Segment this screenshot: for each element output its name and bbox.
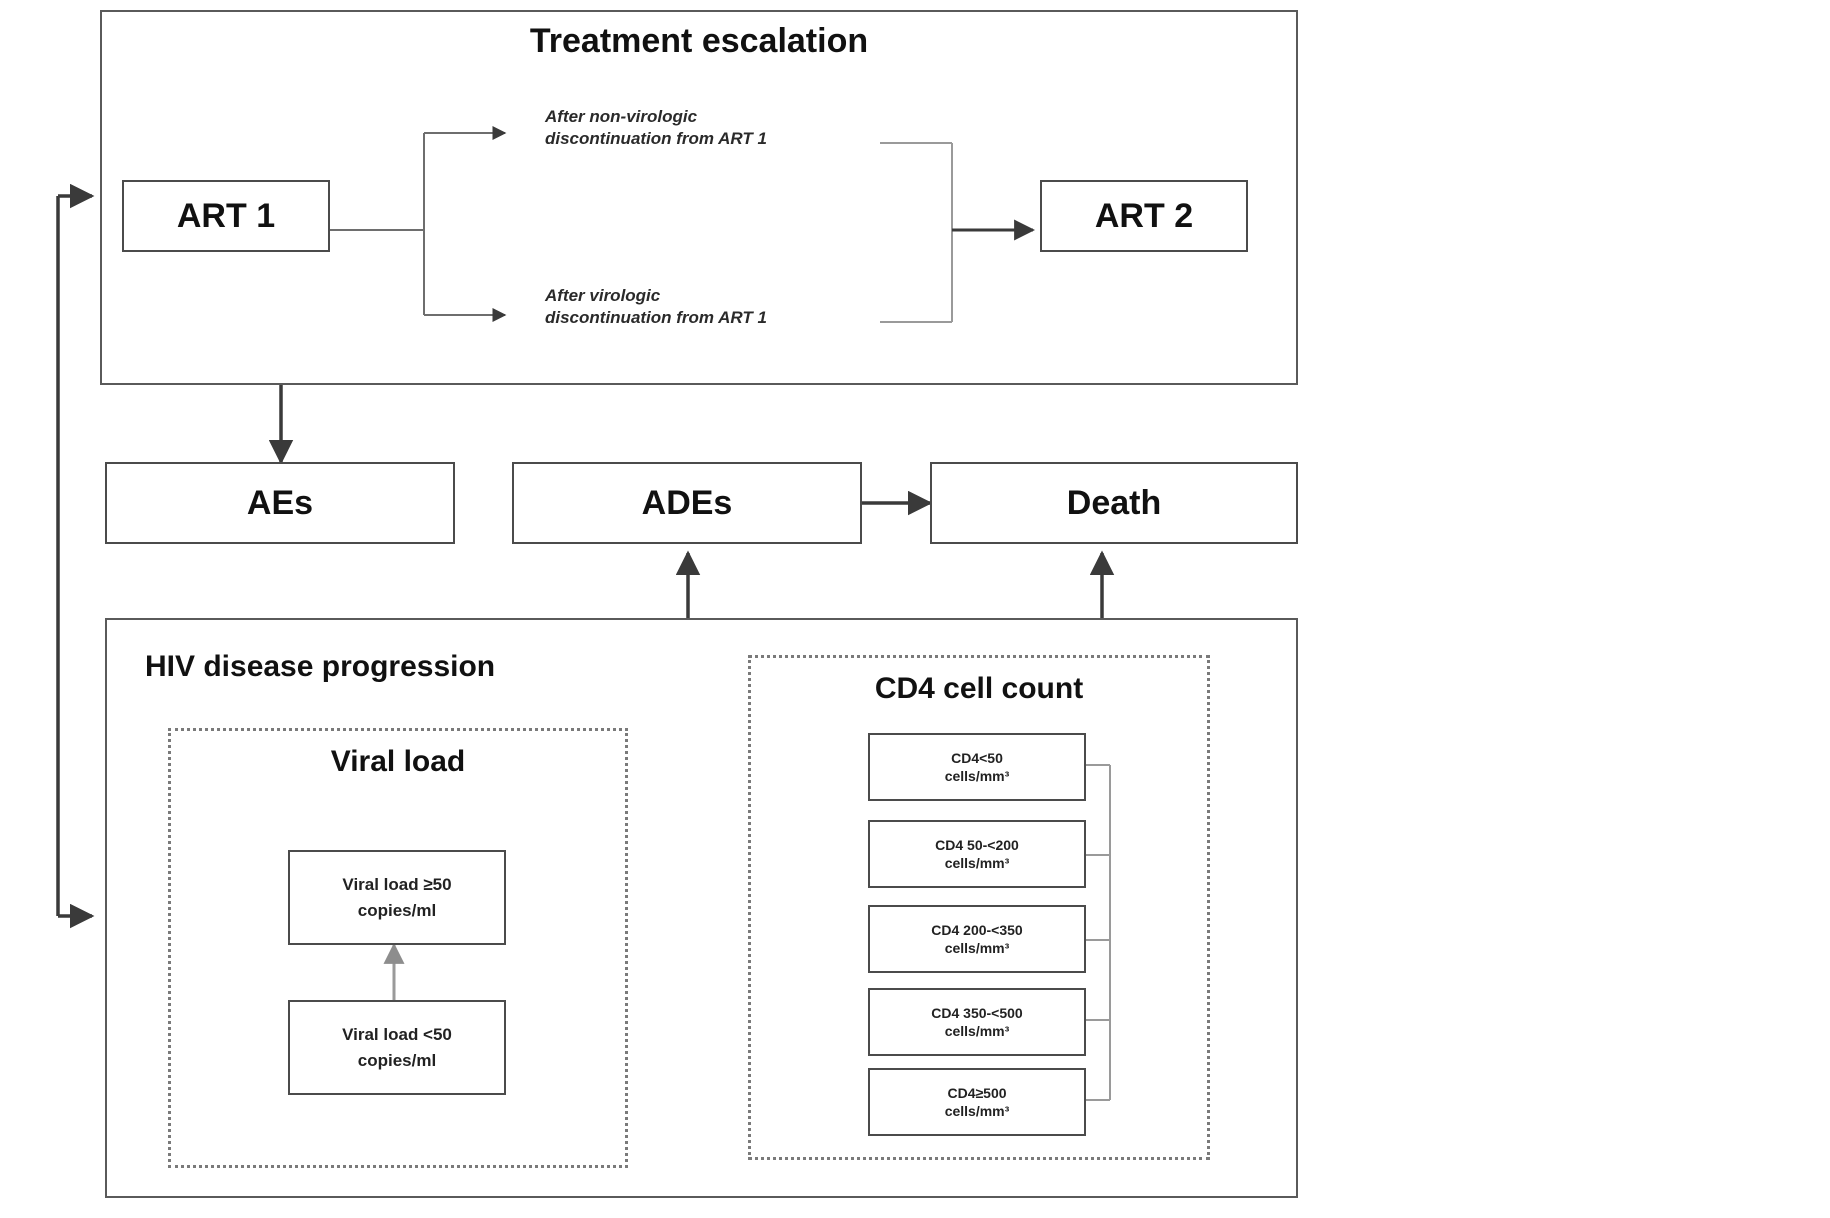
- state-viral-low[interactable]: [288, 1000, 506, 1095]
- state-cd4-gte500-line1: CD4≥500: [947, 1084, 1007, 1101]
- state-cd4-50-200-line2: cells/mm³: [944, 855, 1010, 871]
- state-viral-high[interactable]: [288, 850, 506, 945]
- state-cd4-lt50-line1: CD4<50: [951, 749, 1003, 766]
- state-cd4-lt50-line2: cells/mm³: [944, 768, 1010, 784]
- state-viral-low-line2: copies/ml: [357, 1050, 437, 1070]
- node-aes-label: AEs: [246, 483, 314, 522]
- state-cd4-350-500[interactable]: [868, 988, 1086, 1056]
- subgroup-title-viral-load: Viral load: [330, 745, 466, 778]
- state-cd4-lt50[interactable]: [868, 733, 1086, 801]
- state-viral-low-text: [338, 1022, 456, 1073]
- node-ades-label: ADEs: [641, 483, 733, 522]
- state-cd4-50-200[interactable]: [868, 820, 1086, 888]
- node-art1[interactable]: [122, 180, 330, 252]
- state-viral-high-line2: copies/ml: [357, 900, 437, 920]
- node-art2[interactable]: [1040, 180, 1248, 252]
- group-title-hiv-progression: HIV disease progression: [145, 650, 496, 683]
- state-cd4-350-500-text: [931, 1004, 1022, 1040]
- subgroup-title-cd4: CD4 cell count: [874, 672, 1084, 705]
- edge-label-virologic: [545, 285, 767, 329]
- edge-label-virologic-line2: discontinuation from ART 1: [545, 308, 767, 328]
- node-death-label: Death: [1066, 483, 1162, 522]
- state-cd4-200-350[interactable]: [868, 905, 1086, 973]
- state-cd4-350-500-line2: cells/mm³: [944, 1023, 1010, 1039]
- node-art1-label: ART 1: [176, 196, 276, 235]
- state-viral-high-text: [338, 872, 455, 923]
- state-cd4-200-350-line1: CD4 200-<350: [931, 921, 1023, 938]
- state-cd4-gte500-text: [945, 1084, 1010, 1120]
- state-cd4-gte500-line2: cells/mm³: [944, 1103, 1010, 1119]
- state-cd4-gte500[interactable]: [868, 1068, 1086, 1136]
- node-death[interactable]: [930, 462, 1298, 544]
- state-cd4-200-350-line2: cells/mm³: [944, 940, 1010, 956]
- node-ades[interactable]: [512, 462, 862, 544]
- edge-label-non-virologic-line1: After non-virologic: [545, 107, 698, 126]
- edge-label-virologic-line1: After virologic: [545, 286, 661, 305]
- state-viral-low-line1: Viral load <50: [342, 1025, 452, 1045]
- state-cd4-50-200-text: [935, 836, 1019, 872]
- subgroup-viral-load: [168, 728, 628, 1168]
- edge-label-non-virologic: [545, 106, 767, 150]
- node-art2-label: ART 2: [1094, 196, 1194, 235]
- node-aes[interactable]: [105, 462, 455, 544]
- state-cd4-50-200-line1: CD4 50-<200: [935, 836, 1019, 853]
- wire-feedback-loop: [58, 196, 92, 916]
- state-cd4-350-500-line1: CD4 350-<500: [931, 1004, 1023, 1021]
- group-title-treatment-escalation: Treatment escalation: [529, 22, 869, 60]
- state-cd4-200-350-text: [931, 921, 1022, 957]
- state-cd4-lt50-text: [945, 749, 1010, 785]
- edge-label-non-virologic-line2: discontinuation from ART 1: [545, 129, 767, 149]
- state-viral-high-line1: Viral load ≥50: [342, 875, 452, 895]
